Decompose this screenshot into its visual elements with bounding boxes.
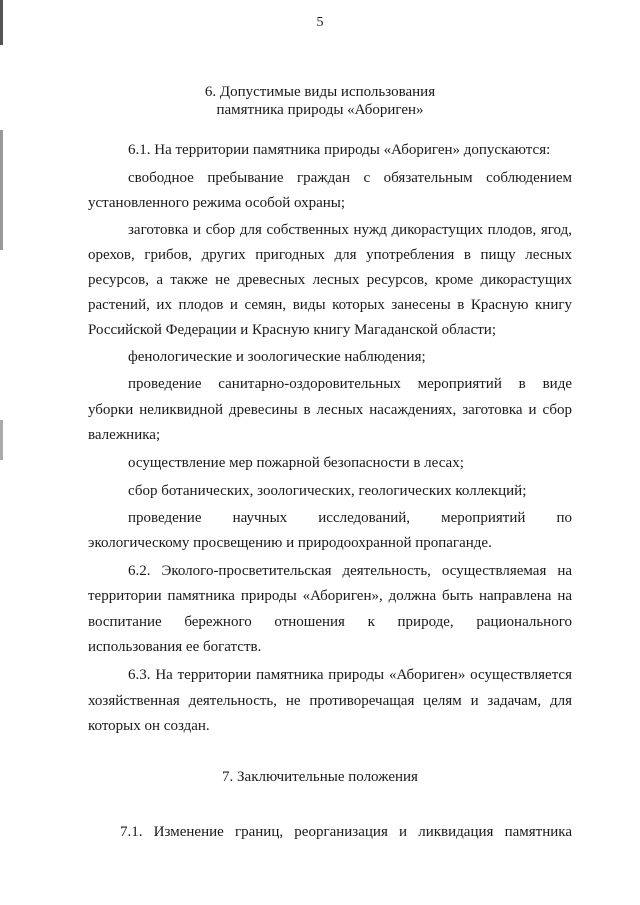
paragraph-line: 7.1. Изменение границ, реорганизация и ликвидация памятника xyxy=(120,824,572,840)
paragraph-line: 6.2. Эколого-просветительская деятельность, осуществляемая на xyxy=(128,563,572,579)
section-heading: 7. Заключительные положения xyxy=(222,769,418,785)
section-heading: 6. Допустимые виды использования xyxy=(204,84,436,100)
paragraph-line: уборки неликвидной древесины в лесных насаждениях, заготовка и сбор xyxy=(88,402,572,418)
paragraph-line: фенологические и зоологические наблюдения; xyxy=(128,349,426,365)
paragraph-line: установленного режима особой охраны; xyxy=(88,195,346,211)
paragraph-line: экологическому просвещению и природоохранной пропаганде. xyxy=(88,535,492,551)
scan-edge-mark xyxy=(0,130,3,250)
paragraph-line: валежника; xyxy=(88,427,161,443)
paragraph-line: растений, их плодов и семян, виды которых занесены в Красную книгу xyxy=(88,297,572,313)
paragraph-line: 6.1. На территории памятника природы «Абориген» допускаются: xyxy=(128,142,551,158)
paragraph-line: которых он создан. xyxy=(88,718,210,734)
paragraph-line: проведение санитарно-оздоровительных мероприятий в виде xyxy=(128,376,572,392)
scan-edge-mark xyxy=(0,420,3,460)
paragraph-line: ресурсов, а также не древесных лесных ресурсов, кроме дикорастущих xyxy=(88,272,572,288)
paragraph-line: территории памятника природы «Абориген», должна быть направлена на xyxy=(88,588,572,604)
paragraph-line: сбор ботанических, зоологических, геологических коллекций; xyxy=(128,483,527,499)
paragraph-line: воспитание бережного отношения к природе, рационального xyxy=(88,614,572,630)
paragraph-line: заготовка и сбор для собственных нужд дикорастущих плодов, ягод, xyxy=(128,222,572,238)
paragraph-line: хозяйственная деятельность, не противоречащая целям и задачам, для xyxy=(88,693,572,709)
paragraph-line: свободное пребывание граждан с обязательным соблюдением xyxy=(128,170,572,186)
paragraph-line: 6.3. На территории памятника природы «Абориген» осуществляется xyxy=(128,667,572,683)
section-heading: памятника природы «Абориген» xyxy=(216,102,424,118)
paragraph-line: орехов, грибов, других пригодных для употребления в пищу лесных xyxy=(88,247,572,263)
paragraph-line: проведение научных исследований, мероприятий по xyxy=(128,510,572,526)
paragraph-line: осуществление мер пожарной безопасности в лесах; xyxy=(128,455,464,471)
page-number: 5 xyxy=(316,15,324,30)
paragraph-line: использования ее богатств. xyxy=(88,639,262,655)
paragraph-line: Российской Федерации и Красную книгу Магаданской области; xyxy=(88,322,496,338)
